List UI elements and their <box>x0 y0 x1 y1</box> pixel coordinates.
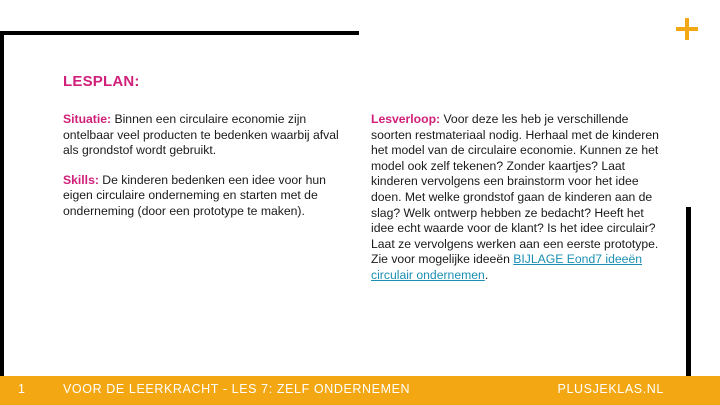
bijlage-link[interactable]: BIJLAGE Eond7 ideeën circulair ondernemen <box>371 252 643 282</box>
frame-right-bar <box>686 207 691 376</box>
end-punctuation: . <box>484 267 489 282</box>
lesverloop-label: Lesverloop: <box>371 112 441 126</box>
frame-left-bar <box>0 31 4 376</box>
lesverloop-text: Voor deze les heb je verschillende soorten restmateriaal nodig. Herhaal met de kinderen het model van de circulaire economie. Kunnen ze het model ook zelf tekenen? Zonder kaartjes? Laat kinderen vervolgens een brainstorm voor het idee doen. Met welke grondstof gaan de kinderen aan de slag? Welk ontwerp hebben ze bedacht? Heeft het idee echt waarde voor de klant? Is het idee circulair? Laat ze vervolgens werken aan een eerste prototype. <box>371 112 659 251</box>
footer-site: PLUSJEKLAS.NL <box>557 382 664 396</box>
situatie-paragraph <box>63 112 353 159</box>
frame-top-bar <box>0 31 359 35</box>
skills-text: De kinderen bedenken een idee voor hun eigen circulaire onderneming en starten met de onderneming (door een prototype te maken). <box>63 172 326 218</box>
situatie-label: Situatie: <box>63 112 112 126</box>
page-title: LESPLAN: <box>63 73 140 90</box>
footer-text: VOOR DE LEERKRACHT - LES 7: ZELF ONDERNEMEN <box>63 382 411 396</box>
page-number: 1 <box>18 382 26 396</box>
right-column <box>371 112 661 284</box>
skills-label: Skills: <box>63 172 99 187</box>
lesverloop-paragraph <box>371 112 661 284</box>
situatie-text: Binnen een circulaire economie zijn ontelbaar veel producten te bedenken waarbij afval als grondstof wordt gebruikt. <box>63 112 339 158</box>
skills-paragraph <box>63 173 353 220</box>
footer-bar <box>0 376 720 405</box>
zie-text: Zie voor mogelijke ideeën <box>371 252 514 267</box>
plus-icon <box>676 18 698 40</box>
left-column <box>63 112 353 220</box>
